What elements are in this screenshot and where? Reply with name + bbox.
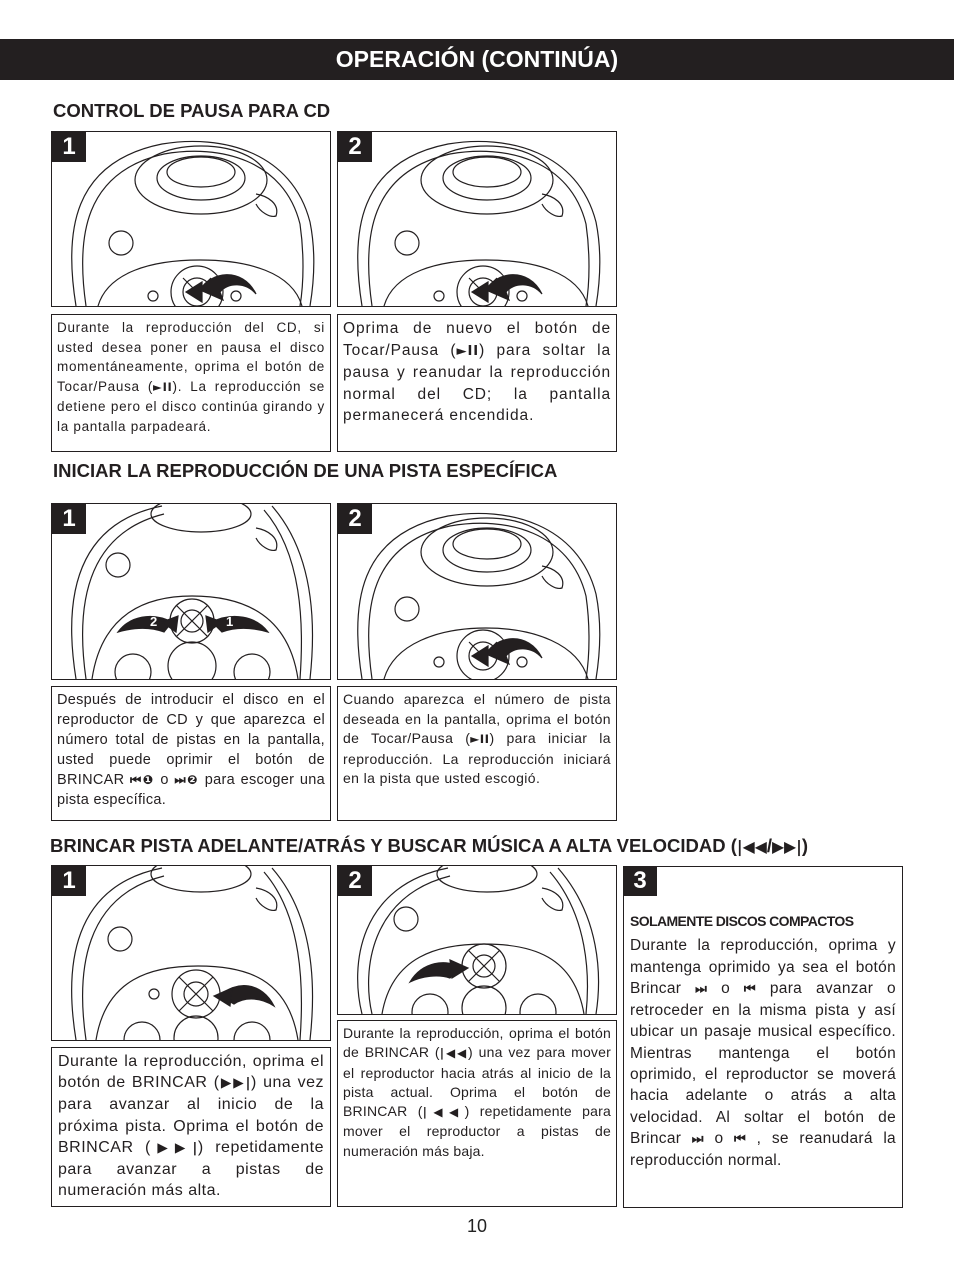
skip-prev-icon: ⏮ (743, 981, 756, 997)
text-run: para escoger una pista específica. (57, 772, 326, 808)
page-number: 10 (466, 1216, 488, 1236)
text-run: , se reanudará la reproducción normal. (630, 1129, 896, 1170)
text-run: ) para iniciar la reproducción. La reproducción iniciará en la pista que usted escogió. (343, 730, 611, 786)
step-number: 3 (623, 866, 657, 896)
step3-subtitle: SOLAMENTE DISCOS COMPACTOS (630, 913, 854, 929)
pause-step2-text (337, 314, 617, 452)
text-run: ) repetidamente para avanzar a pistas de numeración más alta. (58, 1138, 325, 1200)
circle-one-icon: ❶ (141, 773, 155, 787)
skip-step1-illustration (51, 865, 331, 1041)
step-number: 2 (338, 132, 372, 162)
text-run: Después de introducir el disco en el reproductor de CD y que aparezca el número total de pistas en la pantalla, usted puede oprimir el botón de BRINCAR (57, 692, 325, 788)
track-step1-illustration (51, 503, 331, 680)
section-title-track: INICIAR LA REPRODUCCIÓN DE UNA PISTA ESPECÍFICA (53, 460, 558, 481)
skip-prev-icon: |◀◀ (736, 837, 767, 856)
skip-next-icon: ⏭ (695, 981, 708, 997)
skip-next-icon: ⏭ (174, 773, 186, 787)
text-run: Durante la reproducción del CD, si usted desea poner en pausa el disco momentáneamente, oprima el botón de Tocar/Pausa ( (57, 320, 325, 394)
skip-prev-icon: |◀◀ (439, 1046, 469, 1061)
skip-step3-text (623, 866, 903, 1208)
text-run: Durante la reproducción, oprima el botón de BRINCAR ( (343, 1025, 611, 1061)
page-banner: OPERACIÓN (CONTINÚA) (0, 39, 954, 80)
skip-next-icon: ▶▶| (771, 837, 802, 856)
step-number: 1 (52, 504, 86, 534)
step-number: 1 (52, 866, 86, 896)
play-pause-icon: ►II (456, 343, 480, 359)
text-run: Cuando aparezca el número de pista deseada en la pantalla, oprima el botón de Tocar/Pausa ( (343, 691, 611, 746)
track-step1-text (51, 686, 331, 821)
step-number: 1 (52, 132, 86, 162)
pause-step1-text (51, 314, 331, 452)
text-run: Oprima de nuevo el botón de Tocar/Pausa ( (343, 320, 611, 359)
text-run: ) una vez para mover el reproductor hacia atrás al inicio de la pista actual. Oprima el botón de BRINCAR ( (343, 1044, 611, 1120)
text-run: o (703, 1129, 734, 1147)
text-run: / (766, 835, 772, 856)
play-pause-icon: ►II (470, 732, 490, 746)
text-run: o (154, 772, 175, 788)
pause-step1-illustration (51, 131, 331, 307)
step-number: 2 (338, 866, 372, 896)
skip-step2-text (337, 1020, 617, 1207)
skip-next-icon: ⏭ (691, 1131, 704, 1147)
play-pause-icon: ►II (153, 379, 173, 394)
skip-prev-icon: ⏮ (130, 773, 142, 787)
skip-prev-icon: |◀◀ (422, 1105, 465, 1120)
arrow-label-2: 2 (150, 614, 158, 629)
text-run: ). La reproducción se detiene pero el disco continúa girando y la pantalla parpadeará. (57, 378, 325, 434)
arrow-label-1: 1 (226, 614, 234, 629)
text-run: ) para soltar la pausa y reanudar la reproducción normal del CD; la pantalla permanecerá encendida. (343, 341, 611, 424)
circle-two-icon: ❷ (185, 773, 200, 787)
section-title-pause: CONTROL DE PAUSA PARA CD (53, 100, 331, 121)
pause-step2-illustration (337, 131, 617, 307)
skip-step2-illustration (337, 865, 617, 1015)
skip-step1-text (51, 1047, 331, 1207)
track-step2-illustration (337, 503, 617, 680)
text-run: BRINCAR PISTA ADELANTE/ATRÁS Y BUSCAR MÚSICA A ALTA VELOCIDAD ( (50, 835, 737, 856)
track-step2-text (337, 686, 617, 821)
text-run: o (707, 979, 744, 997)
text-run: Durante la reproducción, oprima y mantenga oprimido ya sea el botón Brincar (630, 937, 896, 997)
step-number: 2 (338, 504, 372, 534)
skip-prev-icon: ⏮ (733, 1131, 747, 1147)
skip-next-icon: ▶▶| (219, 1075, 251, 1092)
section-title-skip (50, 835, 808, 857)
text-run: para avanzar o retroceder en la misma pista y así ubicar un pasaje musical específico. Mientras mantenga el botón oprimido, el reproductor se moverá hacia adelante o atrás a alta velocidad. Al soltar el botón de Brincar (630, 979, 896, 1147)
skip-next-icon: ▶▶| (150, 1139, 198, 1156)
text-run: ) repetidamente para mover el reproductor a pistas de numeración más baja. (343, 1103, 612, 1159)
text-run: Durante la reproducción, oprima el botón de BRINCAR ( (58, 1053, 324, 1092)
text-run: ) (801, 835, 809, 856)
text-run: ) una vez para avanzar al inicio de la próxima pista. Oprima el botón de BRINCAR ( (58, 1074, 325, 1156)
